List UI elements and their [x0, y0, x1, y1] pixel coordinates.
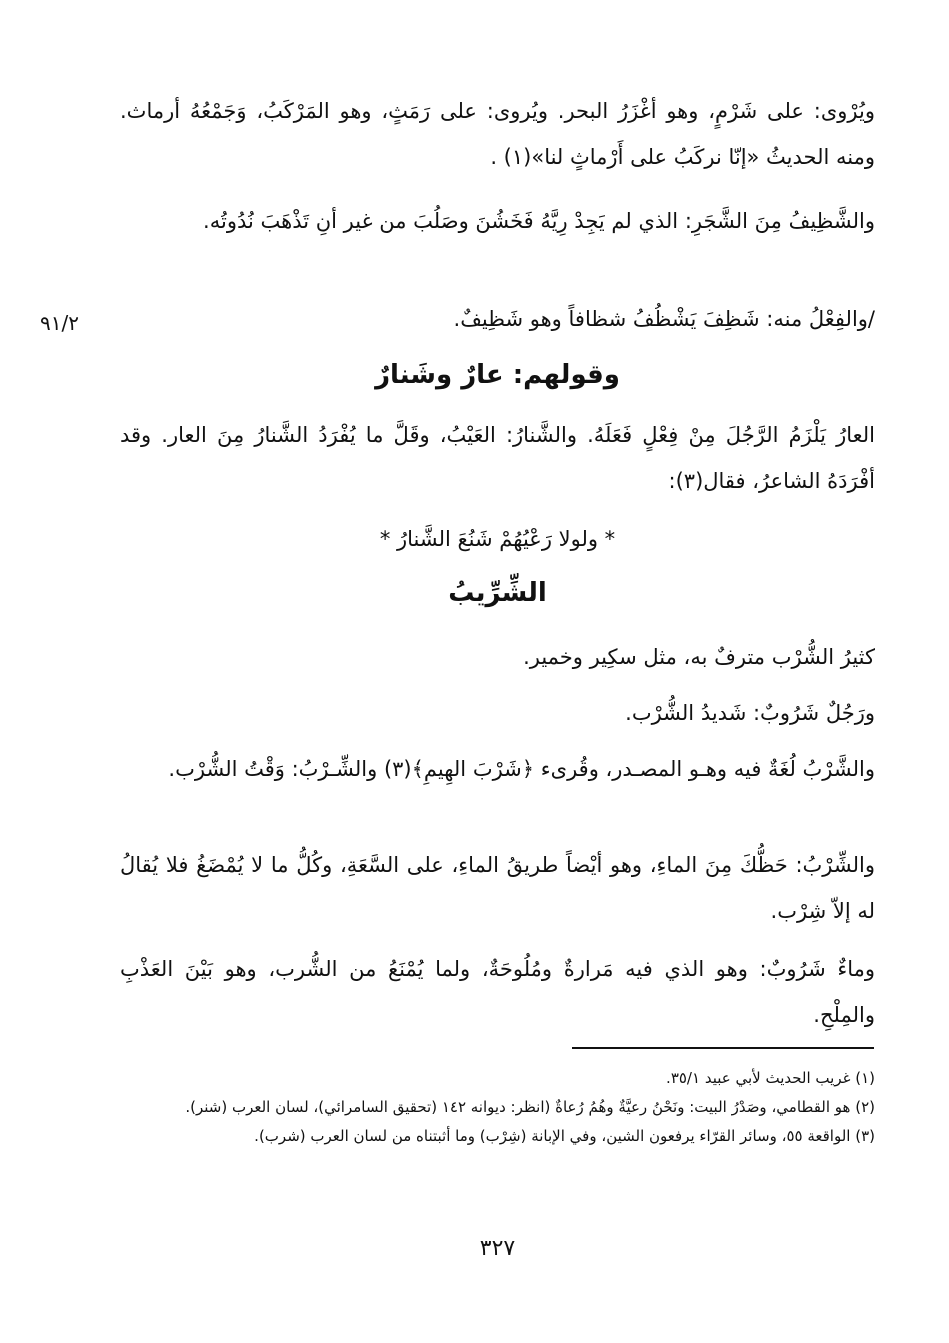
section-aar: [120, 412, 875, 504]
section-shazif: [120, 198, 875, 244]
section-shazif-verb: [120, 296, 875, 342]
footnotes: [120, 1064, 875, 1151]
heading-shirrib: الشِّرِّيبُ: [448, 578, 547, 608]
paragraph-shazif-definition: والشَّظِيفُ مِنَ الشَّجَرِ: الذي لم يَجِدْ رِيَّهُ فَخَشُنَ وصَلُبَ من غير أنِ تَذْهَبَ نُدُوتُه.: [203, 209, 875, 233]
section-ramath: [120, 88, 875, 180]
section-shirrib-4: [120, 842, 875, 934]
heading-aar-wa-shanar: وقولهم: عارٌ وشَنارٌ: [375, 360, 620, 390]
paragraph-rajul-sharub: ورَجُلٌ شَرُوبٌ: شَديدُ الشُّرْب.: [625, 701, 875, 725]
paragraph-shirrib-definition: كثيرُ الشُّرْب مترفٌ به، مثل سكِير وخمير.: [523, 645, 875, 669]
paragraph-aar-definition: العارُ يَلْزَمُ الرَّجُلَ مِنْ فِعْلٍ فَعَلَهُ. والشَّنارُ: العَيْبُ، وقَلَّ ما يُفْرَدُ الشَّنارُ مِنَ العار. وقد أفْرَدَهُ الشاعرُ، فقال(٣):: [120, 423, 875, 493]
poetry-verse: * ولولا رَعْيُهُمْ شَنُعَ الشَّنارُ *: [379, 527, 616, 551]
footnote-separator: [572, 1047, 874, 1049]
paragraph-sharb-masdar: والشَّرْبُ لُغَةٌ فيه وهـو المصـدر، وقُرىء ﴿شَرْبَ الهِيمِ﴾(٣) والشِّـرْبُ: وَقْتُ الشُّرْب.: [168, 757, 875, 781]
margin-page-reference: ٩١/٢: [40, 311, 79, 335]
paragraph-shirb-haz: والشِّرْبُ: حَظُّكَ مِنَ الماءِ، وهو أيْضاً طريقُ الماءِ، على السَّعَةِ، وكُلُّ ما لا يُمْضَغُ فلا يُقالُ له إلاّ شِرْب.: [120, 853, 875, 923]
paragraph-shazif-verb: /والفِعْلُ منه: شَظِفَ يَشْظُفُ شظافاً وهو شَظِيفٌ.: [453, 307, 875, 331]
footnote-1: (١) غريب الحديث لأبي عبيد ٣٥/١.: [666, 1069, 875, 1087]
section-shirrib-3: [120, 746, 875, 792]
paragraph-ramath: ويُرْوى: على شَرْمٍ، وهو أغْزَرُ البحر. ويُروى: على رَمَثٍ، وهو المَرْكَبُ، وَجَمْعُهُ أرماث. ومنه الحديثُ «إنّا نركَبُ على أَرْماثٍ لنا»(١) .: [120, 99, 875, 169]
section-shirrib-1: [120, 634, 875, 680]
paragraph-ma-sharub: وماءٌ شَرُوبٌ: وهو الذي فيه مَرارةٌ ومُلُوحَةٌ، ولما يُمْنَعُ من الشُّرب، وهو بَيْنَ العَذْبِ والمِلْحِ.: [120, 957, 875, 1027]
footnote-3: (٣) الواقعة ٥٥، وسائر القرّاء يرفعون الشين، وفي الإبانة (شِرْب) وما أثبتناه من لسان العرب (شرب).: [254, 1127, 875, 1145]
page-number: ٣٢٧: [479, 1236, 516, 1261]
section-shirrib-5: [120, 946, 875, 1038]
section-shirrib-2: [120, 690, 875, 736]
footnote-2: (٢) هو القطامي، وصَدْرُ البيت: ونَحْنُ رعيَّةٌ وهُمُ رُعاةٌ (انظر: ديوانه ١٤٢ (تحقيق السامرائي)، لسان العرب (شنر).: [185, 1098, 875, 1116]
